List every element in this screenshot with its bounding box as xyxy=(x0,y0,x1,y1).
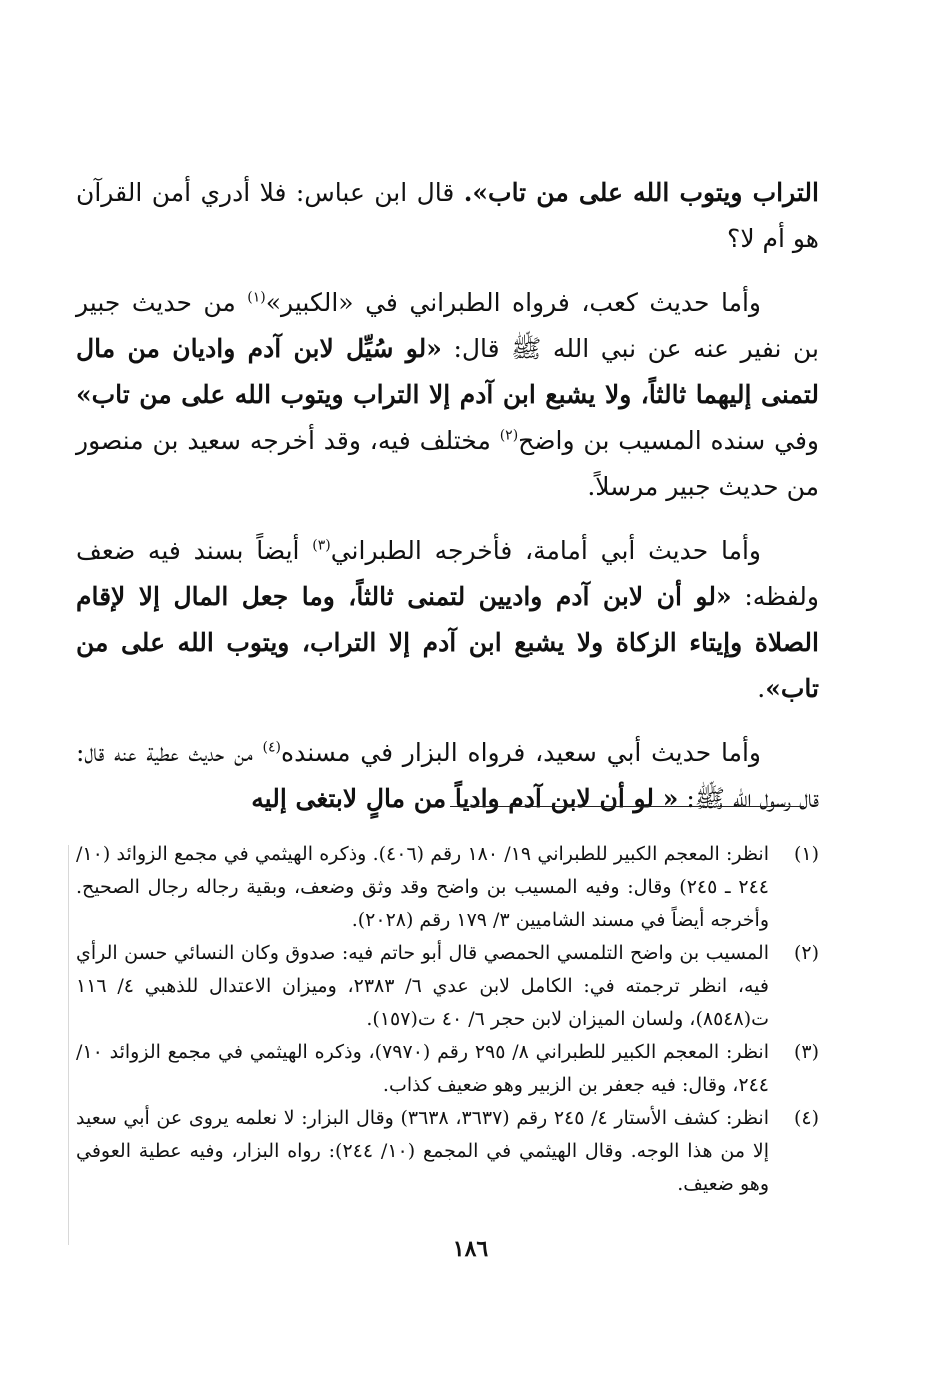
footnote-3 xyxy=(76,1036,819,1102)
hadith-quote: «لو سُيِّل لابن آدم واديان من مال لتمنى إليهما ثالثاً، ولا يشبع ابن آدم إلا التراب ويتوب الله على من تاب» xyxy=(76,334,819,409)
scan-margin-line xyxy=(68,845,69,1245)
hadith-quote: « لو أن لابن آدم وادياً من مالٍ لابتغى إليه xyxy=(251,784,679,813)
paragraph-text: أيضاً بسند فيه ضعف ولفظه: xyxy=(76,536,819,611)
paragraph-text: . xyxy=(757,674,766,703)
footnote-ref-3[interactable]: (٣) xyxy=(312,537,331,554)
footnote-text: انظر: المعجم الكبير للطبراني ٨/ ٢٩٥ رقم (٧٩٧٠)، وذكره الهيثمي في مجمع الزوائد ١٠/ ٢٤٤، وقال: فيه جعفر بن الزبير وهو ضعيف كذاب. xyxy=(76,1041,769,1096)
paragraph-text: من حديث جبير بن نفير عنه عن نبي الله ﷺ قال: xyxy=(76,288,819,363)
page-number: ١٨٦ xyxy=(452,1236,489,1262)
paragraph-3 xyxy=(76,528,819,712)
footnote-text: المسيب بن واضح التلمسي الحمصي قال أبو حاتم فيه: صدوق وكان النسائي حسن الرأي فيه، انظر ترجمته في: الكامل لابن عدي ٦/ ٢٣٨٣، وميزان الاعتدال للذهبي ٤/ ١١٦ ت(٨٥٤٨)، ولسان الميزان لابن حجر ٦/ ٤٠ ت(١٥٧). xyxy=(76,942,769,1030)
paragraph-4 xyxy=(76,730,819,822)
footnote-text: انظر: كشف الأستار ٤/ ٢٤٥ رقم (٣٦٣٧، ٣٦٣٨) وقال البزار: لا نعلمه يروى عن أبي سعيد إلا من هذا الوجه. وقال الهيثمي في المجمع (١٠/ ٢٤٤): رواه البزار، وفيه عطية العوفي وهو ضعيف. xyxy=(76,1107,769,1195)
footnote-number: (١) xyxy=(793,843,819,865)
footnote-ref-1[interactable]: (١) xyxy=(247,289,266,306)
hadith-quote: «لو أن لابن آدم واديين لتمنى ثالثاً، وما جعل المال إلا لإقام الصلاة وإيتاء الزكاة ولا يشبع ابن آدم إلا التراب، ويتوب الله على من تاب» xyxy=(76,582,819,703)
footnote-ref-4[interactable]: (٤) xyxy=(262,739,281,756)
footnote-number: (٤) xyxy=(793,1107,819,1129)
paragraph-text: قال ابن عباس: فلا أدري أمن القرآن هو أم لا؟ xyxy=(76,178,819,253)
paragraph-text: من حديث عطية عنه قال: قال رسول الله ﷺ: xyxy=(76,738,819,813)
footnote-separator xyxy=(450,806,804,807)
paragraph-text: مختلف فيه، وقد أخرجه سعيد بن منصور من حديث جبير مرسلاً. xyxy=(76,426,819,501)
footnote-text: انظر: المعجم الكبير للطبراني ١٩/ ١٨٠ رقم (٤٠٦). وذكره الهيثمي في مجمع الزوائد (١٠/ ٢٤٤ ـ ٢٤٥) وقال: وفيه المسيب بن واضح وقد وثق وضعف، وبقية رجاله رجال الصحيح. وأخرجه أيضاً في مسند الشاميين ٣/ ١٧٩ رقم (٢٠٢٨). xyxy=(76,843,770,931)
paragraph-text: وأما حديث كعب، فرواه الطبراني في «الكبير» xyxy=(265,288,761,317)
paragraph-text: وأما حديث أبي سعيد، فرواه البزار في مسنده xyxy=(281,738,762,767)
footnote-4 xyxy=(76,1102,819,1201)
paragraph-2 xyxy=(76,280,819,510)
paragraph-text: وأما حديث أبي أمامة، فأخرجه الطبراني xyxy=(330,536,761,565)
paragraph-text: وفي سنده المسيب بن واضح xyxy=(518,426,819,455)
footnote-number: (٣) xyxy=(793,1041,819,1063)
main-text xyxy=(76,170,819,822)
footnote-number: (٢) xyxy=(793,942,819,964)
footnote-2 xyxy=(76,937,819,1036)
footnote-ref-2[interactable]: (٢) xyxy=(499,427,519,444)
paragraph-1 xyxy=(76,170,819,262)
footnotes xyxy=(76,838,819,1201)
hadith-quote: التراب ويتوب الله على من تاب». xyxy=(463,178,819,207)
footnote-1 xyxy=(76,838,819,937)
